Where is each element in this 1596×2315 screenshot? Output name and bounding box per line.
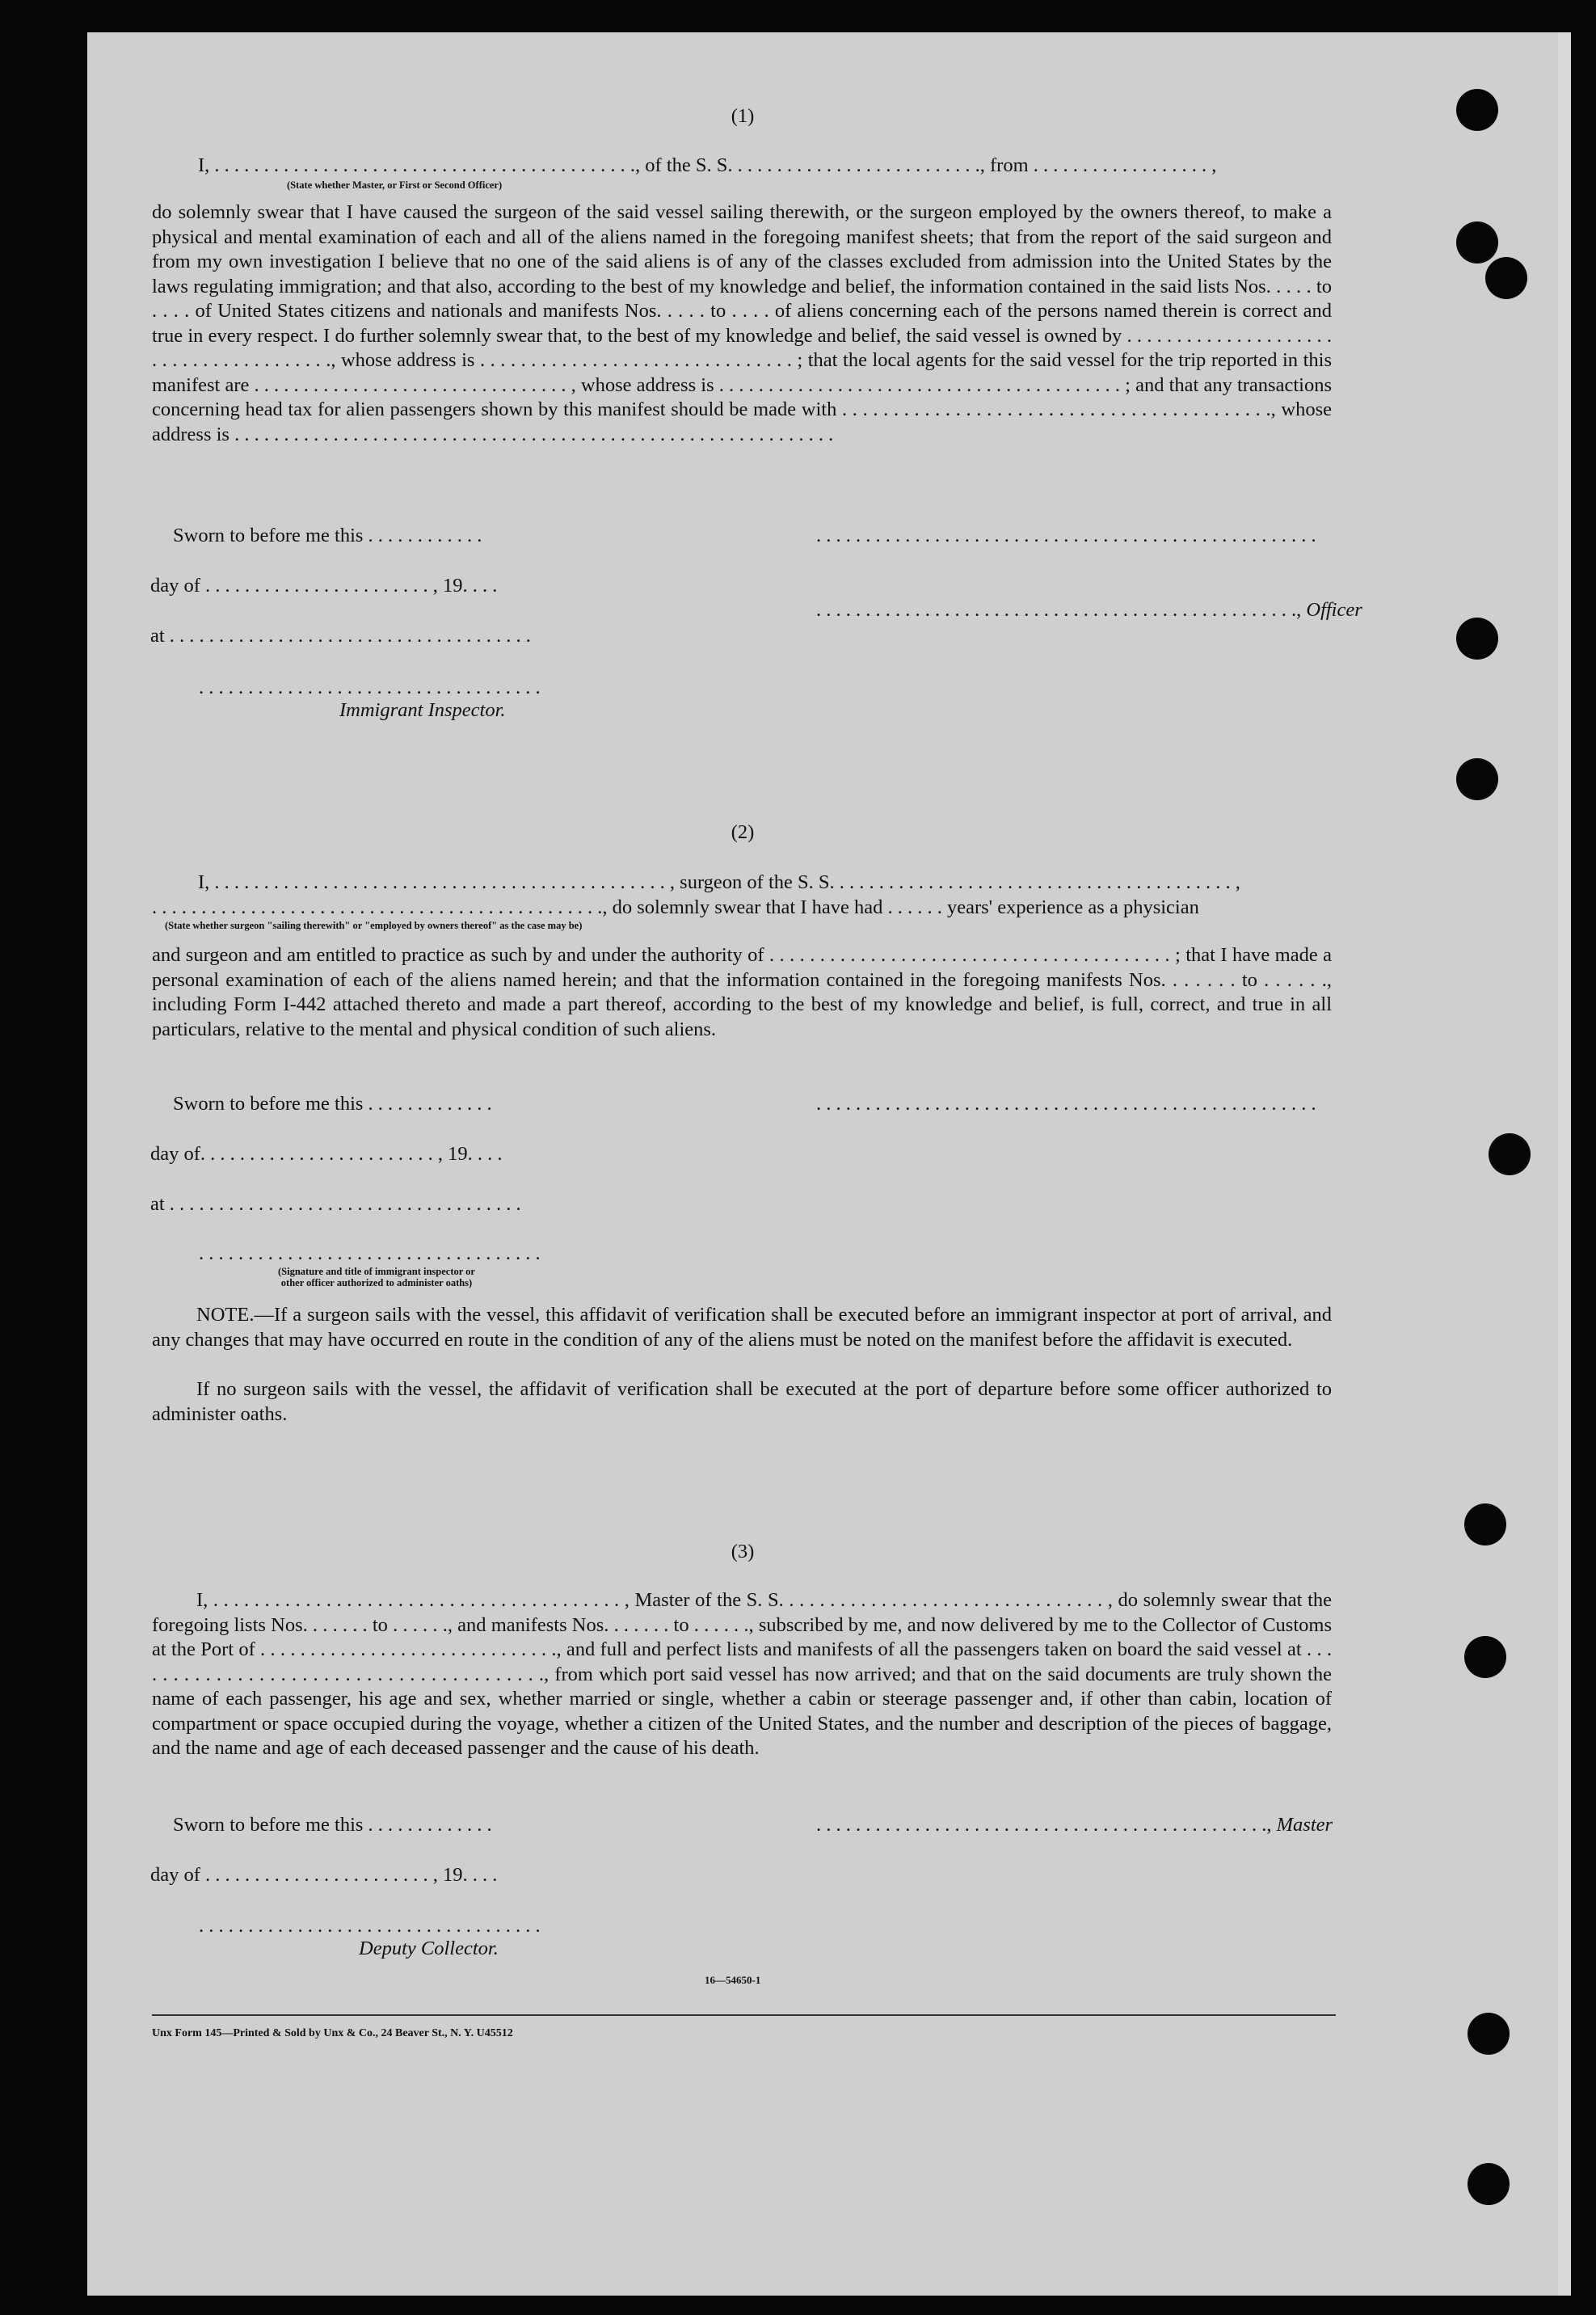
section-2-second-line: . . . . . . . . . . . . . . . . . . . . . . . . . . . . . . . . . . . . . . . . . . . . . ., do solemnly swear that I have had . . . . . . years' experience as a physician	[152, 896, 1199, 918]
section-1-inspector-label: Immigrant Inspector.	[339, 699, 506, 721]
printer-footer: Unx Form 145—Printed & Sold by Unx & Co., 24 Beaver St., N. Y. U45512	[152, 2027, 513, 2039]
section-1-officer-note: (State whether Master, or First or Second Officer)	[287, 179, 503, 191]
form-number: 16—54650-1	[705, 1974, 761, 1986]
section-2-signature-line: . . . . . . . . . . . . . . . . . . . . . . . . . . . . . . . . . . . . . . . . . . . . . . . . . . .	[816, 1093, 1316, 1115]
section-2-signature-caption	[199, 1266, 554, 1288]
section-3-collector-dots: . . . . . . . . . . . . . . . . . . . . . . . . . . . . . . . . . . .	[199, 1915, 541, 1937]
section-1-heading: (1)	[731, 105, 755, 127]
section-1-day: day of . . . . . . . . . . . . . . . . . . . . . . . , 19. . . .	[150, 575, 498, 597]
punch-hole	[1489, 1133, 1531, 1175]
punch-hole	[1464, 1636, 1506, 1678]
section-3-body: I, . . . . . . . . . . . . . . . . . . . . . . . . . . . . . . . . . . . . . . . . , Master of the S. S. . . . . . . . . . . . . . . . . . . . . . . . . . . . . . . . , do solemnly swear that the foregoing lists Nos. . . . . . . to . . . . . ., and manifests Nos. . . . . . . to . . . . . ., subscribed by me, and now delivered by me to the Collector of Customs at the Port of . . . . . . . . . . . . . . . . . . . . . . . . . . . . . ., and full and perfect lists and manifests of all the passengers taken on board the said vessel at . . . . . . . . . . . . . . . . . . . . . . . . . . . . . . . . . . . . . . . ., from which port said vessel has now arrived; and that on the said documents are truly shown the name of each passenger, his age and sex, whether married or single, whether a cabin or steerage passenger and, if other than cabin, location of compartment or space occupied during the voyage, whether a citizen of the United States, and the number and description of the pieces of baggage, and the name and age of each deceased passenger and the cause of his death.	[152, 1589, 1332, 1759]
section-3-heading: (3)	[731, 1541, 755, 1562]
section-2-at: at . . . . . . . . . . . . . . . . . . . . . . . . . . . . . . . . . . . .	[150, 1193, 521, 1215]
section-1-at: at . . . . . . . . . . . . . . . . . . . . . . . . . . . . . . . . . . . . .	[150, 625, 531, 647]
page-edge	[1558, 32, 1571, 2296]
section-2-first-line: I, . . . . . . . . . . . . . . . . . . . . . . . . . . . . . . . . . . . . . . . . . . . . . . , surgeon of the S. S. . . . . . . . . . . . . . . . . . . . . . . . . . . . . . . . . . . . . . . . . ,	[198, 871, 1240, 893]
section-2-note-paragraph-2: If no surgeon sails with the vessel, the affidavit of verification shall be executed at the port of departure before some officer authorized to administer oaths.	[152, 1378, 1332, 1425]
section-2-inspector-dots: . . . . . . . . . . . . . . . . . . . . . . . . . . . . . . . . . . .	[199, 1242, 541, 1264]
punch-hole	[1464, 1503, 1506, 1545]
section-1-inspector-dots: . . . . . . . . . . . . . . . . . . . . . . . . . . . . . . . . . . .	[199, 677, 541, 698]
master-dots: . . . . . . . . . . . . . . . . . . . . . . . . . . . . . . . . . . . . . . . . . . . . . .,	[816, 1814, 1272, 1836]
section-2-heading: (2)	[731, 821, 755, 843]
section-1-first-line: I, . . . . . . . . . . . . . . . . . . . . . . . . . . . . . . . . . . . . . . . . . . ., of the S. S. . . . . . . . . . . . . . . . . . . . . . . . . ., from . . . . . . . . . . . . . . . . . . ,	[198, 154, 1217, 176]
section-1-body: do solemnly swear that I have caused the surgeon of the said vessel sailing therewith, or the surgeon employed by the owners thereof, to make a physical and mental examination of each and all of the aliens named in the foregoing manifest sheets; that from the report of the said surgeon and from my own investigation I believe that no one of the said aliens is of any of the classes excluded from admission into the United States by the laws regulating immigration; and that also, according to the best of my knowledge and belief, the information contained in the said lists Nos. . . . . to . . . . of United States citizens and nationals and manifests Nos. . . . . to . . . . of aliens concerning each of the persons named therein is correct and true in every respect. I do further solemnly swear that, to the best of my knowledge and belief, the said vessel is owned by . . . . . . . . . . . . . . . . . . . . . . . . . . . . . . . . . . . . . . ., whose address is . . . . . . . . . . . . . . . . . . . . . . . . . . . . . . . ; that the local agents for the said vessel for the trip reported in this manifest are . . . . . . . . . . . . . . . . . . . . . . . . . . . . . . . . , whose address is . . . . . . . . . . . . . . . . . . . . . . . . . . . . . . . . . . . . . . . . . ; and that any transactions concerning head tax for alien passengers shown by this manifest should be made with . . . . . . . . . . . . . . . . . . . . . . . . . . . . . . . . . . . . . . . . . ., whose address is . . . . . . . . . . . . . . . . . . . . . . . . . . . . . . . . . . . . . . . . . . . . . . . . . . . . . . . . . . . . .	[152, 201, 1332, 445]
section-3-sworn: Sworn to before me this . . . . . . . . . . . . .	[173, 1814, 492, 1836]
punch-hole	[1456, 618, 1498, 660]
section-1-signature-line: . . . . . . . . . . . . . . . . . . . . . . . . . . . . . . . . . . . . . . . . . . . . . . . . . . .	[816, 525, 1316, 546]
punch-hole	[1456, 758, 1498, 800]
footer-divider	[152, 2014, 1336, 2016]
section-2-surgeon-note: (State whether surgeon "sailing therewith" or "employed by owners thereof" as the case may be)	[165, 920, 583, 931]
officer-label: Officer	[1306, 599, 1362, 621]
officer-dots: . . . . . . . . . . . . . . . . . . . . . . . . . . . . . . . . . . . . . . . . . . . . . . . . .,	[816, 599, 1302, 621]
caption-line-2: other officer authorized to administer oaths)	[280, 1277, 473, 1288]
section-2-day: day of. . . . . . . . . . . . . . . . . . . . . . . . , 19. . . .	[150, 1143, 503, 1165]
punch-hole	[1468, 2013, 1510, 2055]
section-3-master-line	[816, 1813, 1333, 1837]
section-3-day: day of . . . . . . . . . . . . . . . . . . . . . . . , 19. . . .	[150, 1864, 498, 1886]
section-2-note-paragraph: NOTE.—If a surgeon sails with the vessel, this affidavit of verification shall be executed before an immigrant inspector at port of arrival, and any changes that may have occurred en route in the condition of any of the aliens must be noted on the manifest before the affidavit is executed.	[152, 1304, 1332, 1351]
punch-hole	[1485, 257, 1527, 299]
caption-line-1: (Signature and title of immigrant inspector or	[278, 1266, 475, 1277]
section-3-collector-label: Deputy Collector.	[359, 1938, 499, 1959]
section-2-sworn: Sworn to before me this . . . . . . . . . . . . .	[173, 1093, 492, 1115]
master-label: Master	[1276, 1814, 1333, 1836]
section-1-officer-line	[816, 598, 1362, 622]
punch-hole	[1468, 2163, 1510, 2205]
punch-hole	[1456, 221, 1498, 264]
section-1-sworn: Sworn to before me this . . . . . . . . . . . .	[173, 525, 482, 546]
section-2-body: and surgeon and am entitled to practice as such by and under the authority of . . . . . . . . . . . . . . . . . . . . . . . . . . . . . . . . . . . . . . . . ; that I have made a personal examination of each of the aliens named herein; and that the information contained in the foregoing manifests Nos. . . . . . . to . . . . . ., including Form I-442 attached thereto and made a part thereof, according to the best of my knowledge and belief, is full, correct, and true in all particulars, relative to the mental and physical condition of such aliens.	[152, 944, 1332, 1040]
